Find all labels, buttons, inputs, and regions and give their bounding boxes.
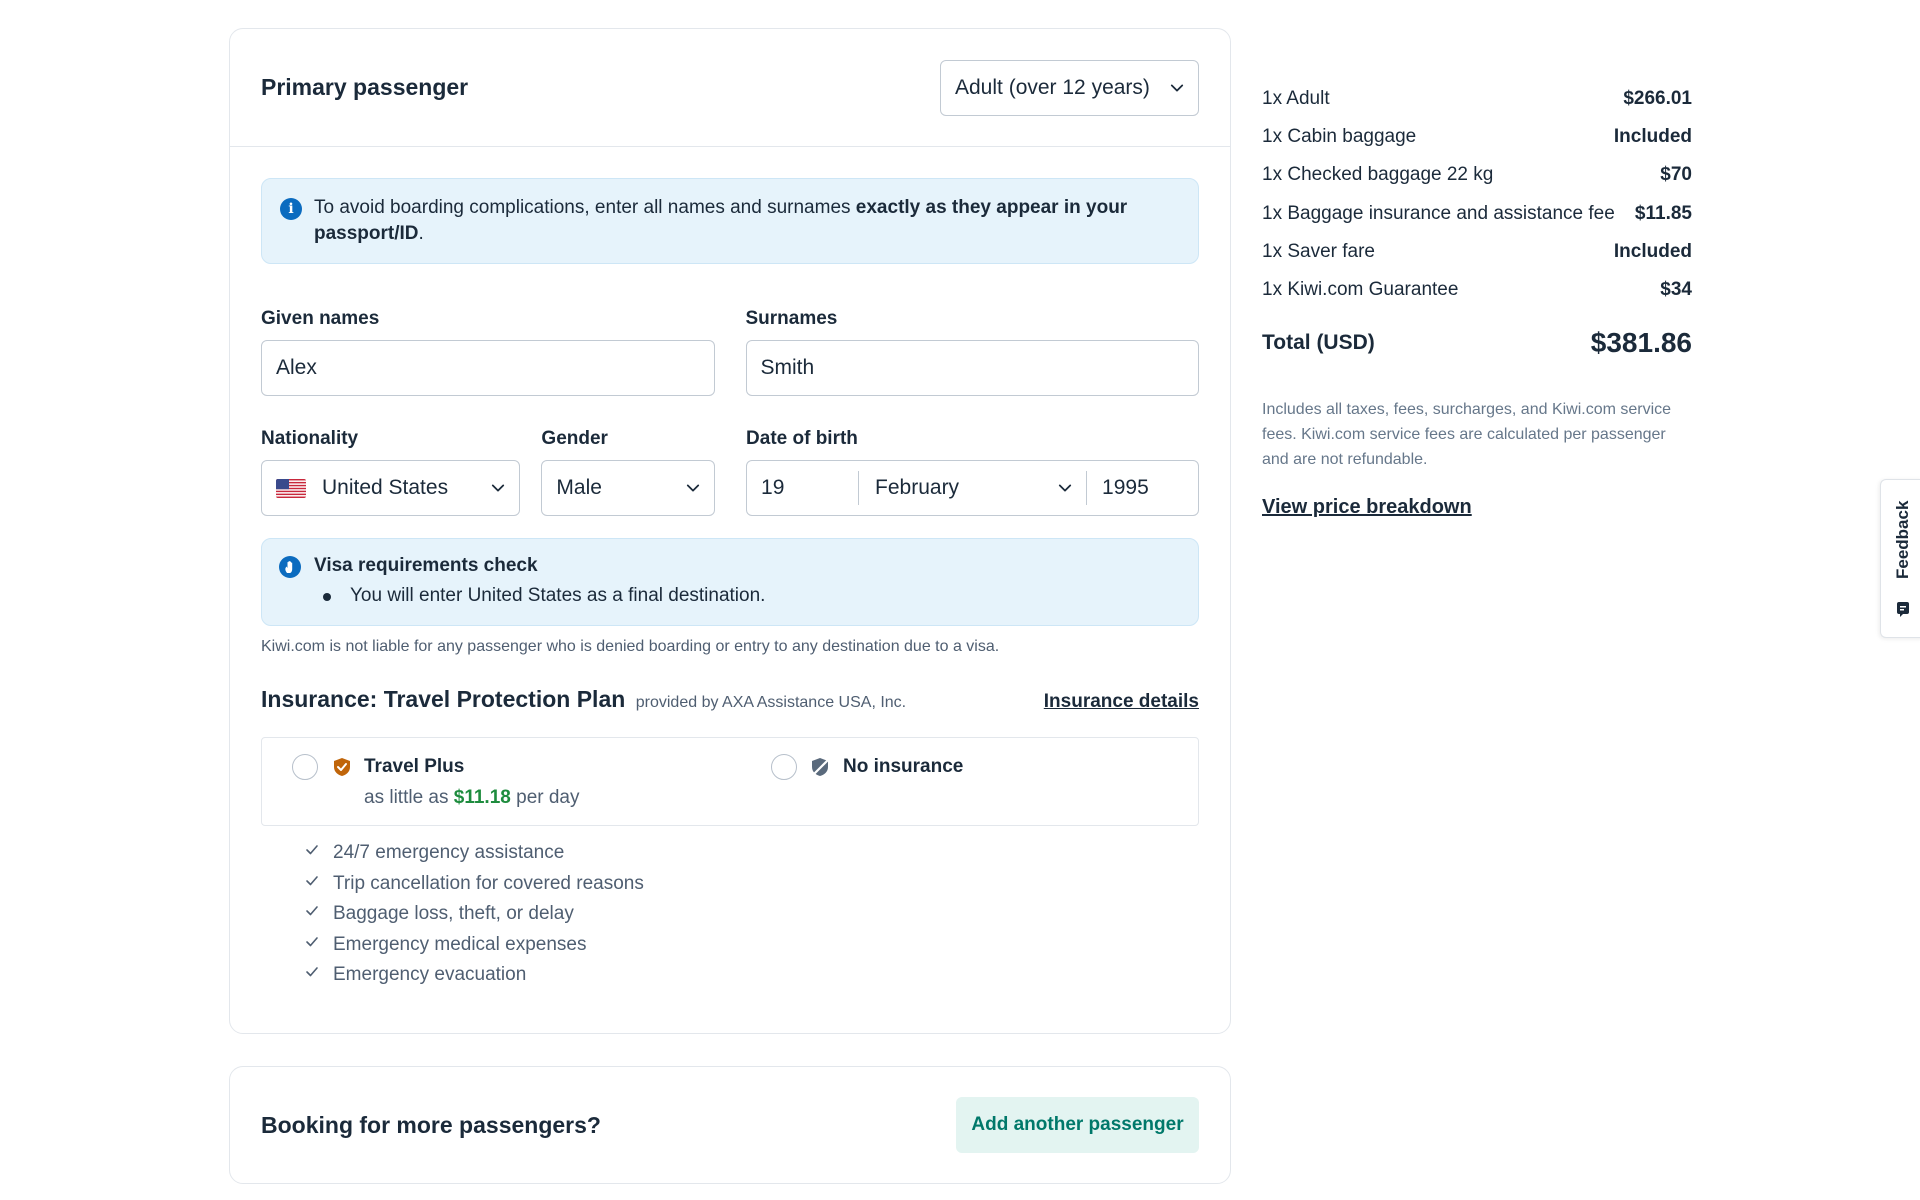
surnames-label: Surnames [745, 308, 838, 329]
date-of-birth-field [746, 460, 1199, 516]
insurance-header [261, 686, 1199, 713]
summary-total [1262, 327, 1692, 359]
benefit-text: 24/7 emergency assistance [333, 842, 565, 864]
info-notice-bold: exactly as they appear in your passport/ID [314, 197, 1128, 244]
given-names-label: Given names [261, 308, 380, 329]
visa-destination-item: You will enter United States as a final destination. [314, 583, 1178, 609]
passenger-form [230, 147, 1230, 991]
summary-row [1262, 271, 1692, 309]
visa-requirements-box [261, 538, 1199, 626]
primary-passenger-card [229, 28, 1231, 1034]
summary-item-amount: $70 [1660, 164, 1692, 186]
total-label: Total (USD) [1262, 331, 1375, 355]
primary-passenger-title: Primary passenger [261, 74, 469, 100]
benefit-item [305, 960, 1199, 991]
feedback-icon [1895, 600, 1911, 618]
dob-month-select[interactable] [859, 471, 1087, 505]
dob-year-input[interactable]: 1995 [1102, 476, 1149, 499]
info-notice-text: To avoid boarding complications, enter all names and surnames [314, 197, 856, 218]
total-amount: $381.86 [1590, 327, 1692, 359]
gender-select[interactable] [541, 460, 715, 516]
insurance-title: Insurance: Travel Protection Plan [261, 686, 626, 712]
summary-item-label: 1x Saver fare [1262, 240, 1375, 262]
gender-value: Male [556, 476, 602, 499]
summary-row [1262, 156, 1692, 194]
hand-icon [279, 556, 301, 578]
insurance-options [261, 737, 1199, 826]
chevron-down-icon [686, 481, 700, 495]
travel-plus-price: $11.18 [453, 787, 511, 808]
summary-item-label: 1x Adult [1262, 88, 1330, 110]
check-icon [305, 904, 319, 918]
gender-group [541, 428, 715, 516]
fees-note: Includes all taxes, fees, surcharges, and Kiwi.com service fees. Kiwi.com service fees are calculated per passenger and are not refundable. [1262, 401, 1672, 469]
dob-day-input[interactable]: 19 [747, 471, 859, 505]
summary-row [1262, 80, 1692, 118]
summary-row [1262, 195, 1692, 233]
nationality-label: Nationality [261, 428, 359, 449]
visa-disclaimer: Kiwi.com is not liable for any passenger who is denied boarding or entry to any destination due to a visa. [261, 638, 1000, 655]
insurance-details-link[interactable]: Insurance details [1043, 691, 1199, 712]
chevron-down-icon [1170, 81, 1184, 95]
benefit-item [305, 869, 1199, 900]
given-names-input[interactable]: Alex [261, 340, 715, 396]
benefit-item [305, 930, 1199, 961]
travel-plus-price-suffix: per day [516, 787, 580, 808]
dob-month-value: February [875, 476, 960, 499]
check-icon [305, 843, 319, 857]
name-info-notice [261, 178, 1199, 264]
summary-item-label: 1x Checked baggage 22 kg [1262, 164, 1494, 186]
travel-plus-price-text [364, 787, 580, 809]
chevron-down-icon [1058, 481, 1072, 495]
detail-fields-row [261, 428, 1199, 516]
more-passengers-card [229, 1066, 1231, 1184]
chevron-down-icon [491, 481, 505, 495]
benefit-text: Emergency medical expenses [333, 933, 587, 955]
summary-row [1262, 118, 1692, 156]
date-of-birth-label: Date of birth [746, 428, 858, 449]
summary-item-amount: $34 [1660, 279, 1692, 301]
passenger-type-select[interactable] [940, 60, 1199, 116]
summary-item-amount: $266.01 [1623, 88, 1692, 110]
feedback-tab[interactable] [1880, 479, 1920, 638]
shield-check-icon [332, 757, 352, 777]
info-notice-end: . [418, 223, 424, 244]
travel-plus-radio[interactable] [292, 754, 318, 780]
travel-plus-label: Travel Plus [364, 756, 465, 777]
benefit-text: Trip cancellation for covered reasons [333, 872, 644, 894]
summary-item-label: 1x Kiwi.com Guarantee [1262, 279, 1459, 301]
no-insurance-label: No insurance [843, 756, 964, 777]
summary-item-label: 1x Cabin baggage [1262, 126, 1417, 148]
name-fields-row [261, 308, 1199, 396]
summary-item-amount: Included [1613, 240, 1692, 262]
nationality-select[interactable] [261, 460, 520, 516]
visa-title: Visa requirements check [314, 555, 538, 576]
insurance-title-group [261, 686, 906, 713]
summary-item-amount: Included [1613, 126, 1692, 148]
insurance-benefits-list [261, 838, 1199, 991]
surnames-group [746, 308, 1200, 396]
benefit-text: Baggage loss, theft, or delay [333, 903, 574, 925]
no-insurance-radio[interactable] [771, 754, 797, 780]
us-flag-icon [276, 479, 306, 498]
passenger-type-value: Adult (over 12 years) [955, 75, 1150, 99]
shield-off-icon [810, 757, 830, 777]
insurance-provider: provided by AXA Assistance USA, Inc. [635, 694, 907, 711]
given-names-group [261, 308, 715, 396]
benefit-item [305, 838, 1199, 869]
add-passenger-button[interactable]: Add another passenger [956, 1097, 1199, 1153]
benefit-item [305, 899, 1199, 930]
summary-item-amount: $11.85 [1634, 202, 1692, 224]
feedback-label: Feedback [1893, 500, 1912, 580]
summary-row [1262, 233, 1692, 271]
travel-plus-price-prefix: as little as [364, 787, 449, 808]
price-summary [1262, 80, 1692, 519]
nationality-value: United States [322, 476, 449, 499]
surnames-input[interactable]: Smith [746, 340, 1200, 396]
gender-label: Gender [541, 428, 608, 449]
info-icon: i [280, 198, 302, 220]
passenger-card-header [230, 29, 1230, 147]
check-icon [305, 965, 319, 979]
benefit-text: Emergency evacuation [333, 964, 527, 986]
check-icon [305, 935, 319, 949]
view-price-breakdown-link[interactable]: View price breakdown [1262, 496, 1472, 519]
date-of-birth-group [746, 428, 1199, 516]
more-passengers-title: Booking for more passengers? [261, 1111, 601, 1138]
check-icon [305, 874, 319, 888]
nationality-group [261, 428, 520, 516]
summary-item-label: 1x Baggage insurance and assistance fee [1262, 202, 1615, 224]
more-passengers-inner [230, 1067, 1230, 1183]
